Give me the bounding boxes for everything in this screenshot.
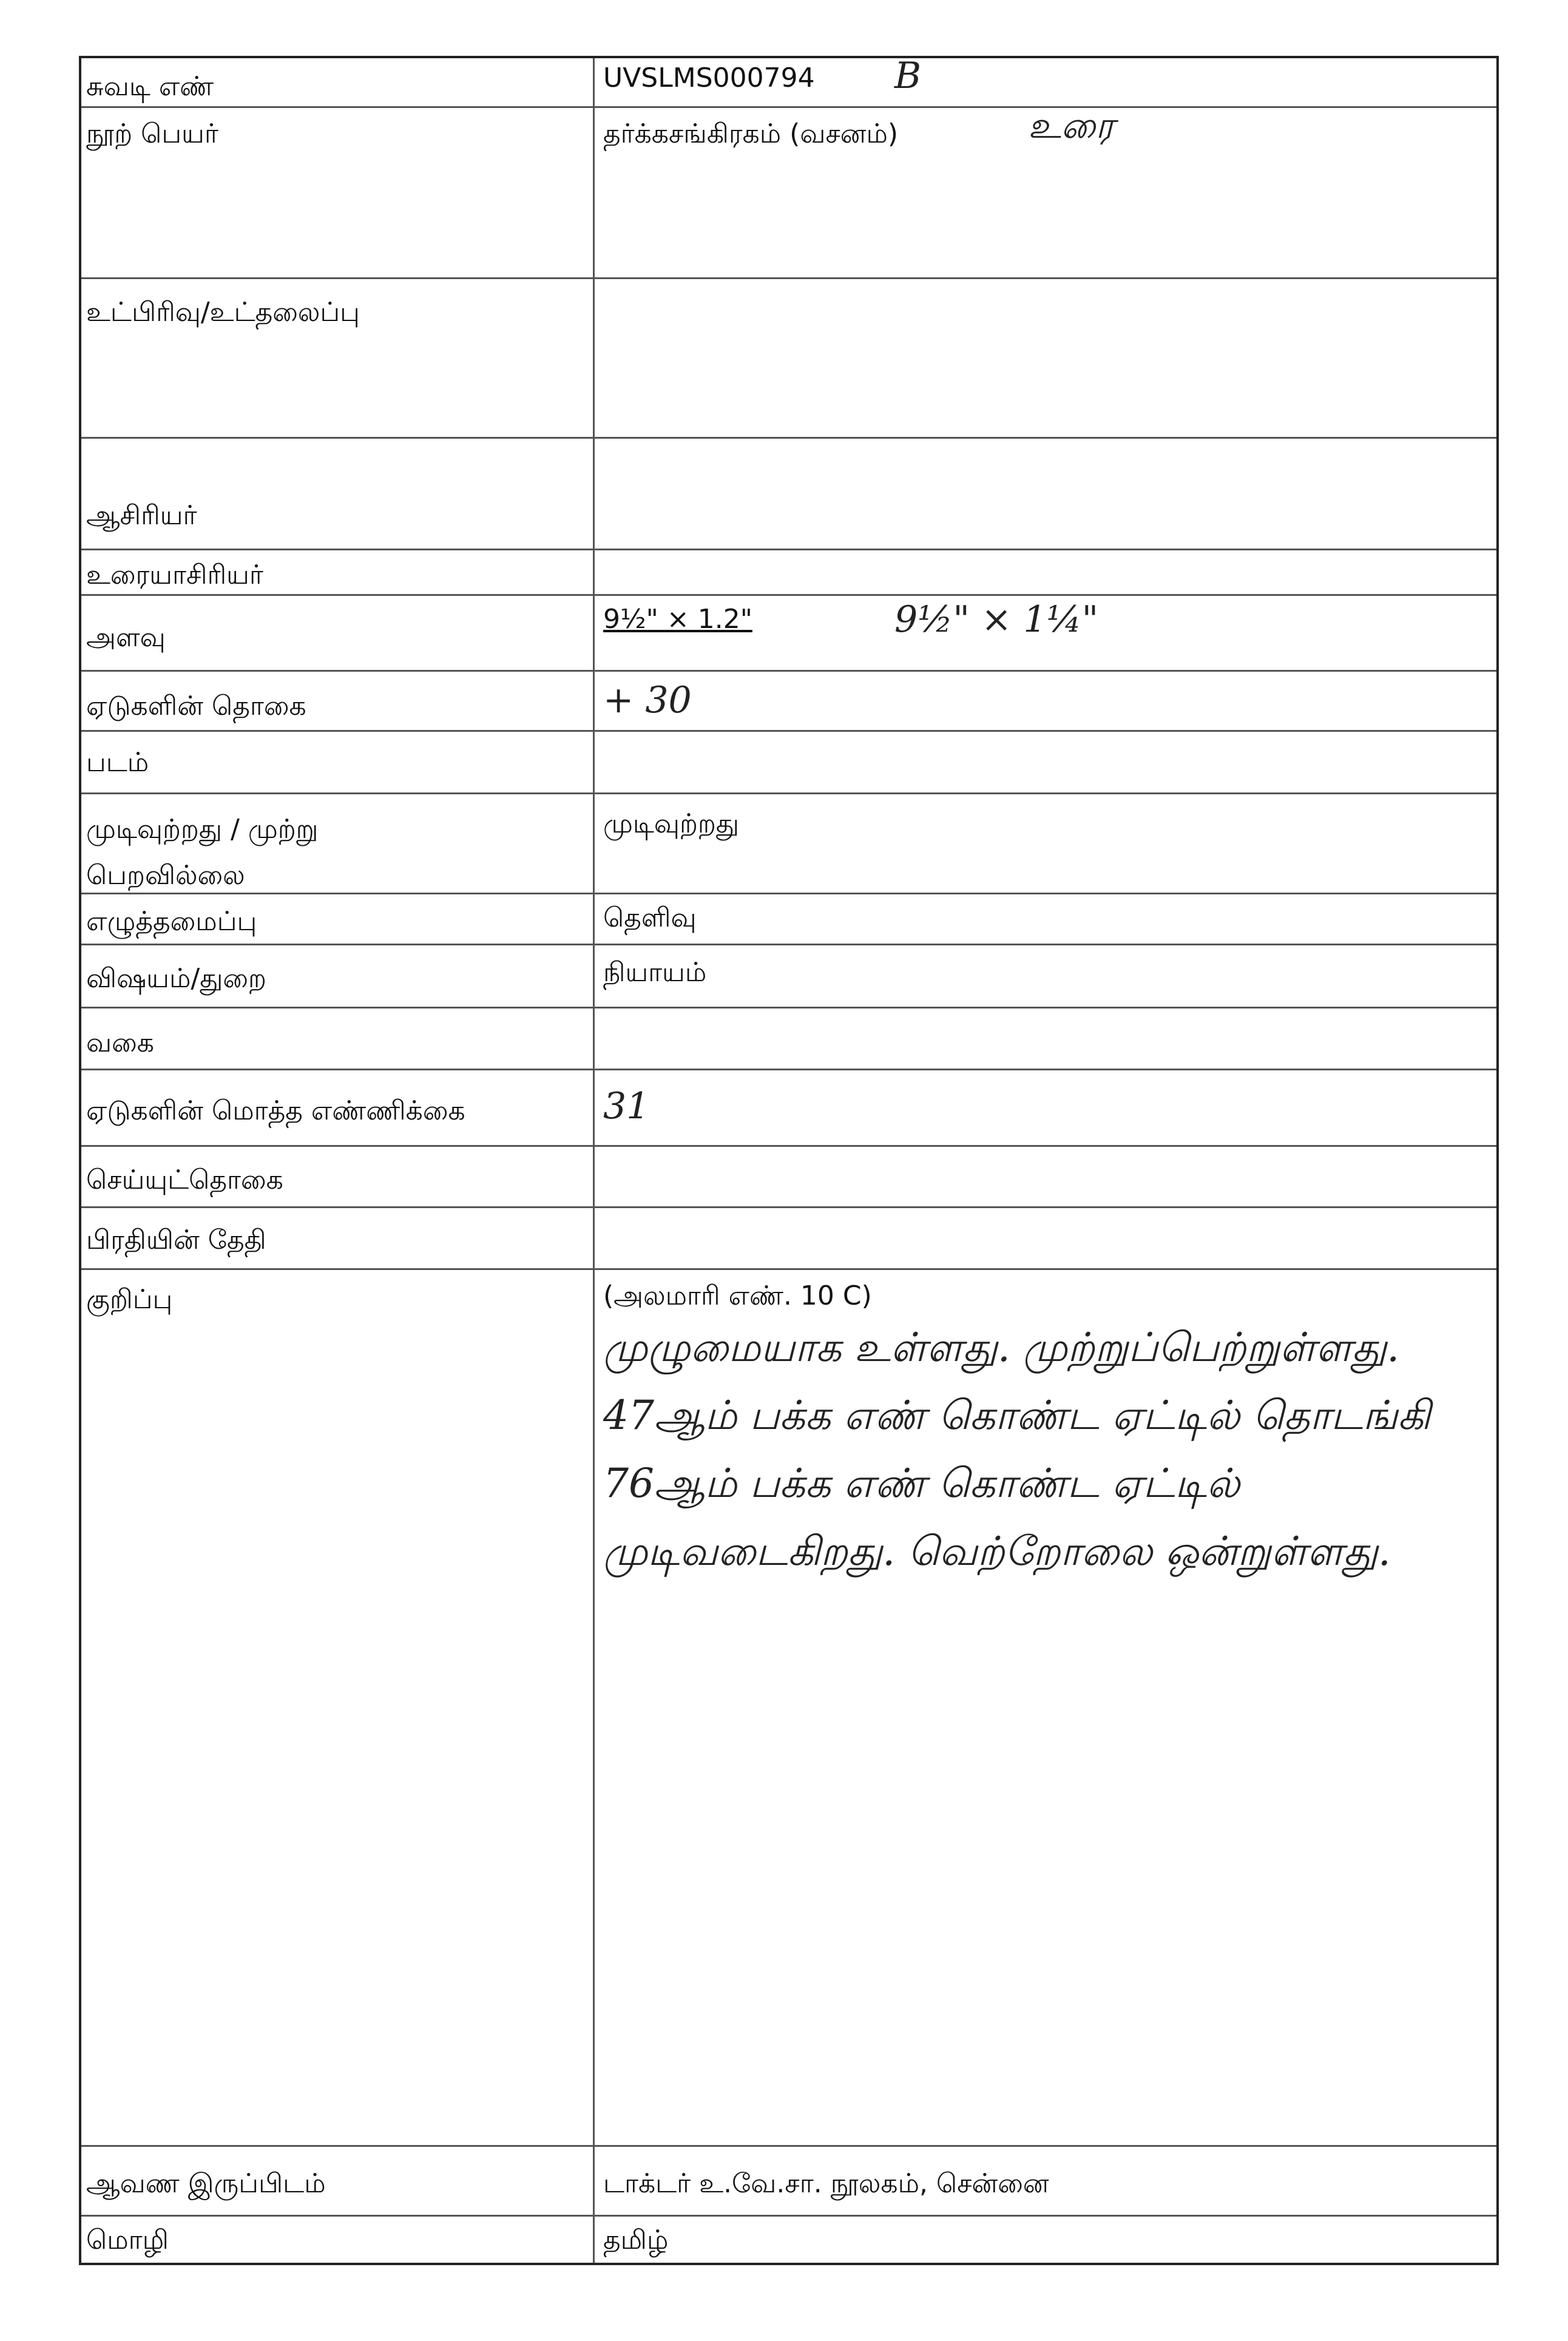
leaves-handwritten: + 30 <box>603 679 692 721</box>
subject-value: நியாயம் <box>603 957 707 988</box>
size-handwritten: 9½" × 1¼" <box>894 598 1099 641</box>
picture-label: படம் <box>86 747 149 778</box>
note-label: குறிப்பு <box>86 1284 173 1315</box>
row-title <box>81 104 1496 279</box>
row-picture <box>81 732 1496 794</box>
subtitle-label: உட்பிரிவு/உட்தலைப்பு <box>86 297 360 328</box>
completion-value: முடிவுற்றது <box>603 808 740 839</box>
title-label: நூற் பெயர் <box>86 118 218 149</box>
note-value: (அலமாரி எண். 10 C) <box>603 1280 872 1311</box>
language-value: தமிழ் <box>603 2224 669 2255</box>
script-value: தெளிவு <box>603 902 697 933</box>
commentator-label: உரையாசிரியர் <box>86 559 263 590</box>
author-label: ஆசிரியர் <box>86 500 197 531</box>
size-value: 9½" × 1.2" <box>603 604 752 635</box>
total-handwritten: 31 <box>603 1085 650 1127</box>
row-verses <box>81 1147 1496 1208</box>
row-note <box>81 1270 1496 2147</box>
manuscript-number-handwritten: B <box>894 55 922 97</box>
row-completion <box>81 794 1496 894</box>
row-location <box>81 2147 1496 2217</box>
row-commentator <box>81 550 1496 596</box>
note-handwritten: முழுமையாக உள்ளது. முற்றுப்பெற்றுள்ளது. 47ஆம் பக்க எண் கொண்ட ஏட்டில் தொடங்கி 76ஆம் பக்க எண் கொண்ட ஏட்டில் முடிவடைகிறது. வெற்றோலை ஒன்றுள்ளது. <box>603 1324 1431 1575</box>
row-leaves <box>81 672 1496 732</box>
leaves-label: ஏடுகளின் தொகை <box>86 691 306 721</box>
copy-date-label: பிரதியின் தேதி <box>86 1225 266 1255</box>
script-label: எழுத்தமைப்பு <box>86 906 257 937</box>
row-subtitle <box>81 279 1496 439</box>
manuscript-number-label: சுவடி எண் <box>86 71 214 102</box>
row-manuscript-number <box>81 55 1496 108</box>
title-value: தர்க்கசங்கிரகம் (வசனம்) <box>603 118 899 149</box>
row-type <box>81 1008 1496 1070</box>
row-size <box>81 596 1496 672</box>
catalogue-record-table <box>79 56 1499 2265</box>
location-label: ஆவண இருப்பிடம் <box>86 2168 326 2199</box>
manuscript-number-value: UVSLMS000794 <box>603 62 815 93</box>
subject-label: விஷயம்/துறை <box>86 963 266 994</box>
total-label: ஏடுகளின் மொத்த எண்ணிக்கை <box>86 1095 465 1126</box>
type-label: வகை <box>86 1027 154 1058</box>
row-copy-date <box>81 1208 1496 1270</box>
row-author <box>81 439 1496 550</box>
row-total <box>81 1070 1496 1147</box>
title-handwritten: உரை <box>1028 104 1115 147</box>
row-subject <box>81 945 1496 1008</box>
verses-label: செய்யுட்தொகை <box>86 1164 283 1195</box>
location-value: டாக்டர் உ.வே.சா. நூலகம், சென்னை <box>603 2168 1049 2199</box>
completion-label: முடிவுற்றது / முற்று பெறவில்லை <box>86 814 319 891</box>
row-language <box>81 2217 1496 2265</box>
row-script <box>81 894 1496 945</box>
language-label: மொழி <box>86 2224 169 2255</box>
size-label: அளவு <box>86 622 166 653</box>
